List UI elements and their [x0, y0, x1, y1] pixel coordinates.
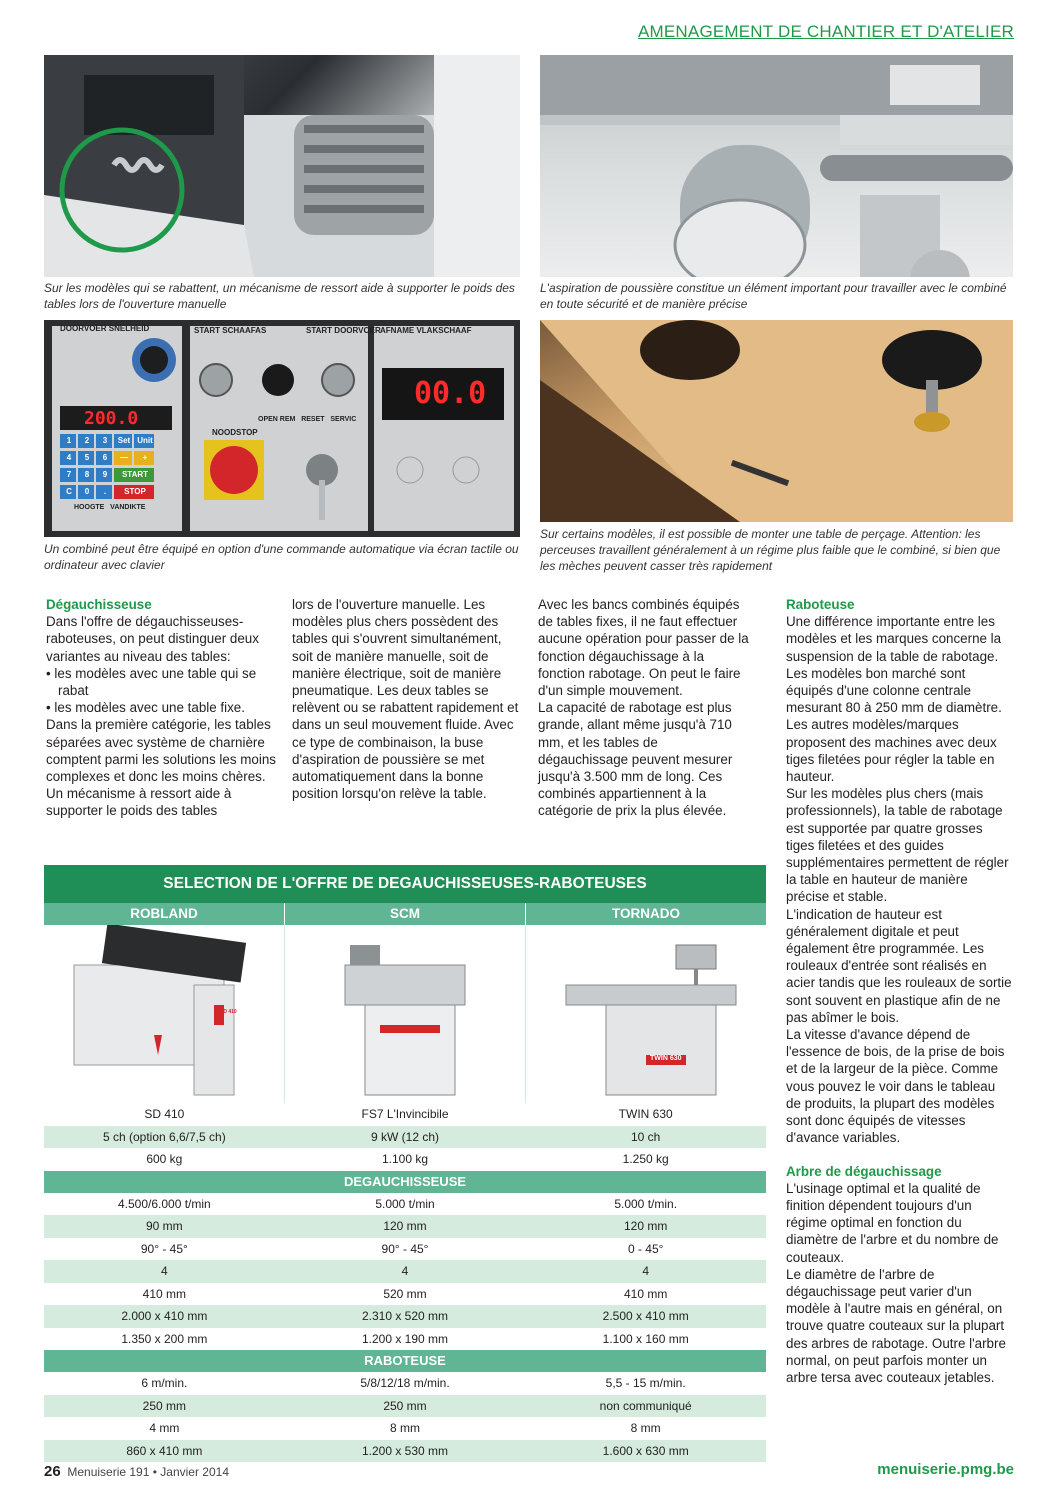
table-title: SELECTION DE L'OFFRE DE DEGAUCHISSEUSES-RABOTEUSES — [44, 865, 766, 903]
table-cell: TWIN 630 — [618, 1107, 673, 1121]
table-cell: 1.200 x 190 mm — [361, 1331, 449, 1346]
col3-p2: La capacité de rabotage est plus grande, allant même jusqu'à 710 mm, et les tables de dégauchissage peuvent mesurer jusqu'à 3.500 mm de long. Ces combinés appartiennent à la catégorie de prix la plus élevée. — [538, 700, 733, 819]
col4-p5: La vitesse d'avance dépend de l'essence de bois, de la prise de bois et de la largeur de la pièce. Comme vous pouvez le voir dans le tableau de produits, la plupart des modèles sont donc équipés de vitesses d'avance variables. — [786, 1027, 1005, 1146]
machine-image-tornado — [526, 925, 766, 1103]
table-cell: 250 mm — [142, 1398, 187, 1413]
table-row — [44, 1215, 766, 1238]
table-cell: 5/8/12/18 m/min. — [360, 1376, 450, 1390]
table-cell: 0 - 45° — [627, 1241, 664, 1256]
caption-dust: L'aspiration de poussière constitue un élément important pour travailler avec le combiné en toute sécurité et de manière précise — [540, 281, 1007, 311]
heading-degauchisseuse: Dégauchisseuse — [46, 597, 152, 612]
key-c: C — [66, 487, 72, 496]
table-cell: 4 — [160, 1264, 168, 1278]
section-header: AMENAGEMENT DE CHANTIER ET D'ATELIER — [637, 22, 1014, 41]
key-6: 6 — [102, 453, 108, 462]
table-cell: 90° - 45° — [381, 1241, 429, 1256]
table-cell: 90° - 45° — [140, 1241, 188, 1256]
footer-website-link[interactable]: menuiserie.pmg.be — [877, 1461, 1014, 1478]
table-cell: non communiqué — [599, 1398, 692, 1413]
table-subheading-raboteuse: RABOTEUSE — [44, 1350, 766, 1372]
key-unit: Unit — [137, 436, 153, 445]
panel-label-start-doorvoer: START DOORVOER — [306, 326, 381, 335]
table-cell: SD 410 — [144, 1107, 185, 1121]
key-7: 7 — [66, 470, 72, 479]
table-row — [44, 1260, 766, 1283]
table-cell: 120 mm — [383, 1219, 427, 1233]
table-row — [44, 1126, 766, 1149]
panel-servic: SERVIC — [330, 416, 357, 423]
table-cell: 2.310 x 520 mm — [361, 1309, 449, 1323]
panel-label-start-schaafas: START SCHAAFAS — [194, 326, 267, 335]
table-cell: 4.500/6.000 t/min — [117, 1196, 211, 1211]
key-9: 9 — [102, 470, 108, 479]
table-image-row — [44, 925, 766, 1103]
col3-p1: Avec les bancs combinés équipés de tables fixes, il ne faut effectuer aucune opération pour passer de la fonction dégauchissage à la fonction rabotage. On peut le faire d'un simple mouvement. — [538, 597, 749, 699]
key-set: Set — [117, 436, 131, 445]
caption-spring: Sur les modèles qui se rabattent, un mécanisme de ressort aide à supporter le poids des tables lors de l'ouverture manuelle — [44, 281, 515, 311]
col4-p3: Sur les modèles plus chers (mais professionnels), la table de rabotage est supportée par quatre grosses tiges filetées et des guides supplémentaires permettent de régler la table en hauteur de manière précise et stable. — [786, 786, 1009, 905]
table-cell: 5 ch (option 6,6/7,5 ch) — [102, 1129, 226, 1144]
table-cell: 410 mm — [624, 1286, 668, 1301]
table-cell: 520 mm — [383, 1286, 427, 1301]
table-cell: 1.100 kg — [381, 1152, 429, 1166]
photo-control-panel — [44, 320, 520, 537]
col1-body: Dans la première catégorie, les tables séparées avec système de charnière comptent parmi les solutions les moins complexes et donc les moins chères. Un mécanisme à ressort aide à supporter le poids des tables — [46, 717, 276, 819]
panel-keypad-footer: HOOGTE VANDIKTE — [74, 504, 146, 511]
table-cell: 860 x 410 mm — [126, 1443, 203, 1458]
key-3: 3 — [102, 436, 108, 445]
key-8: 8 — [84, 470, 90, 479]
key-plus: + — [142, 453, 148, 462]
table-cell: 10 ch — [631, 1129, 661, 1144]
col1-intro: Dans l'offre de dégauchisseuses-raboteuses, on peut distinguer deux variantes au niveau des tables: — [46, 614, 259, 664]
caption-control: Un combiné peut être équipé en option d'une commande automatique via écran tactile ou ordinateur avec clavier — [44, 542, 519, 572]
photo-dust-extraction — [540, 55, 1013, 277]
key-start: START — [121, 470, 149, 479]
product-table — [44, 865, 766, 1462]
text-column-2 — [292, 596, 524, 802]
table-cell: 1.100 x 160 mm — [602, 1331, 689, 1346]
machine-image-scm — [285, 925, 526, 1103]
panel-readout-right: 00.0 — [414, 376, 487, 411]
col1-bullet-2: • les modèles avec une table fixe. — [46, 699, 276, 716]
brand-tornado: TORNADO — [611, 906, 680, 921]
panel-label-afname: AFNAME — [380, 326, 415, 335]
table-row — [44, 1417, 766, 1440]
col2-body: lors de l'ouverture manuelle. Les modèles plus chers possèdent des tables qui s'ouvrent simultanément, soit de manière manuelle, soit de manière électrique, soit de manière pneumatique. Les deux tables se relèvent ou se rabattent rapidement et dans un seul mouvement fluide. Avec ce type de combinaison, la buse d'aspiration de poussière se met automatiquement dans la bonne position lorsqu'on relève la table. — [292, 597, 519, 802]
col1-bullet-1: • les modèles avec une table qui se rabat — [46, 665, 276, 699]
key-5: 5 — [84, 453, 90, 462]
key-2: 2 — [84, 436, 90, 445]
key-4: 4 — [66, 453, 72, 462]
key-1: 1 — [66, 436, 72, 445]
table-cell: 4 — [401, 1264, 409, 1278]
table-cell: 1.200 x 530 mm — [361, 1443, 449, 1458]
table-cell: 5.000 t/min — [375, 1196, 435, 1211]
table-row — [44, 1395, 766, 1418]
table-row — [44, 1193, 766, 1216]
text-column-4 — [786, 596, 1012, 1386]
table-cell: 600 kg — [146, 1152, 183, 1166]
caption-drilling: Sur certains modèles, il est possible de monter une table de perçage. Attention: les perceuses travaillent généralement à un régime plus faible que le combiné, si bien que les mèches peuvent casser très rapidement — [540, 527, 1001, 573]
col4-p2: Les autres modèles/marques proposent des machines avec deux tiges filetées pour régler la table en hauteur. — [786, 717, 997, 785]
photo-drilling-table — [540, 320, 1013, 522]
panel-reset: RESET — [301, 416, 325, 423]
footer-issue — [44, 1463, 229, 1480]
table-cell: 4 — [642, 1264, 650, 1278]
table-row — [44, 1283, 766, 1306]
page-number: 26 — [44, 1463, 61, 1480]
panel-label-vlakschaaf: VLAKSCHAAF — [416, 326, 472, 335]
table-cell: 2.500 x 410 mm — [602, 1309, 689, 1323]
table-row — [44, 1238, 766, 1261]
table-row — [44, 1148, 766, 1171]
text-column-3 — [538, 596, 750, 820]
table-brand-row — [44, 903, 766, 925]
table-cell: 4 mm — [149, 1421, 180, 1435]
panel-label-snelheid: SNELHEID — [108, 324, 150, 333]
table-cell: FS7 L'Invincibile — [361, 1107, 449, 1121]
table-row — [44, 1372, 766, 1395]
table-cell: 120 mm — [624, 1219, 668, 1233]
table-row — [44, 1103, 766, 1126]
table-cell: 1.350 x 200 mm — [121, 1331, 208, 1346]
col4-p4: L'indication de hauteur est généralement digitale et peut également être programmée. Les rouleaux d'entrée sont réalisés en acier tandis que les rouleaux de sortie sont souvent en plastique afin de ne pas abîmer le bois. — [786, 906, 1012, 1025]
table-cell: 8 mm — [390, 1421, 420, 1435]
table-cell: 5,5 - 15 m/min. — [605, 1376, 686, 1390]
col4-p6: L'usinage optimal et la qualité de finition dépendent toujours d'un régime optimal en fonction du diamètre de l'arbre et du nombre de couteaux. — [786, 1180, 999, 1265]
key-minus: — — [120, 453, 128, 462]
col4-p1: Une différence importante entre les modèles et les marques concerne la suspension de la table de rabotage. Les modèles bon marché sont équipés d'une colonne centrale mesurant 80 à 250 mm de diamètre. — [786, 614, 1002, 716]
heading-raboteuse: Raboteuse — [786, 597, 855, 612]
table-cell: 5.000 t/min. — [614, 1196, 678, 1211]
machine-label-robland: SD 410 — [220, 1009, 237, 1015]
panel-readout-left: 200.0 — [84, 408, 139, 429]
table-row — [44, 1440, 766, 1463]
table-cell: 250 mm — [383, 1398, 427, 1413]
table-cell: 9 kW (12 ch) — [371, 1129, 440, 1144]
issue-label: Menuiserie 191 • Janvier 2014 — [67, 1465, 229, 1479]
table-cell: 1.250 kg — [622, 1152, 669, 1166]
table-row — [44, 1305, 766, 1328]
key-stop: STOP — [124, 487, 146, 496]
table-cell: 90 mm — [145, 1219, 183, 1233]
panel-noodstop: NOODSTOP — [212, 428, 258, 437]
table-cell: 1.600 x 630 mm — [602, 1443, 689, 1458]
machine-image-robland — [44, 925, 285, 1103]
panel-open-rem: OPEN REM — [258, 416, 296, 423]
table-row — [44, 1328, 766, 1351]
table-cell: 410 mm — [142, 1286, 187, 1301]
table-subheading-degauchisseuse: DEGAUCHISSEUSE — [44, 1171, 766, 1193]
key-dot: . — [103, 487, 107, 496]
key-0: 0 — [84, 487, 90, 496]
table-cell: 6 m/min. — [141, 1376, 188, 1390]
col4-p7: Le diamètre de l'arbre de dégauchissage peut varier d'un modèle à l'autre mais en général, on trouve quatre couteaux sur la plupart des arbres de rabotage. Outre l'arbre normal, on peut parfois monter un arbre tersa avec couteaux jetables. — [786, 1266, 1006, 1385]
panel-label-doorvoer: DOORVOER — [60, 324, 107, 333]
photo-spring-mechanism — [44, 55, 520, 277]
brand-scm: SCM — [285, 903, 526, 925]
table-cell: 8 mm — [630, 1421, 661, 1435]
brand-robland: ROBLAND — [44, 903, 285, 925]
text-column-1 — [46, 596, 276, 820]
table-cell: 2.000 x 410 mm — [121, 1309, 208, 1323]
heading-arbre: Arbre de dégauchissage — [786, 1163, 942, 1179]
machine-label-tornado: TWIN 630 — [650, 1055, 682, 1062]
